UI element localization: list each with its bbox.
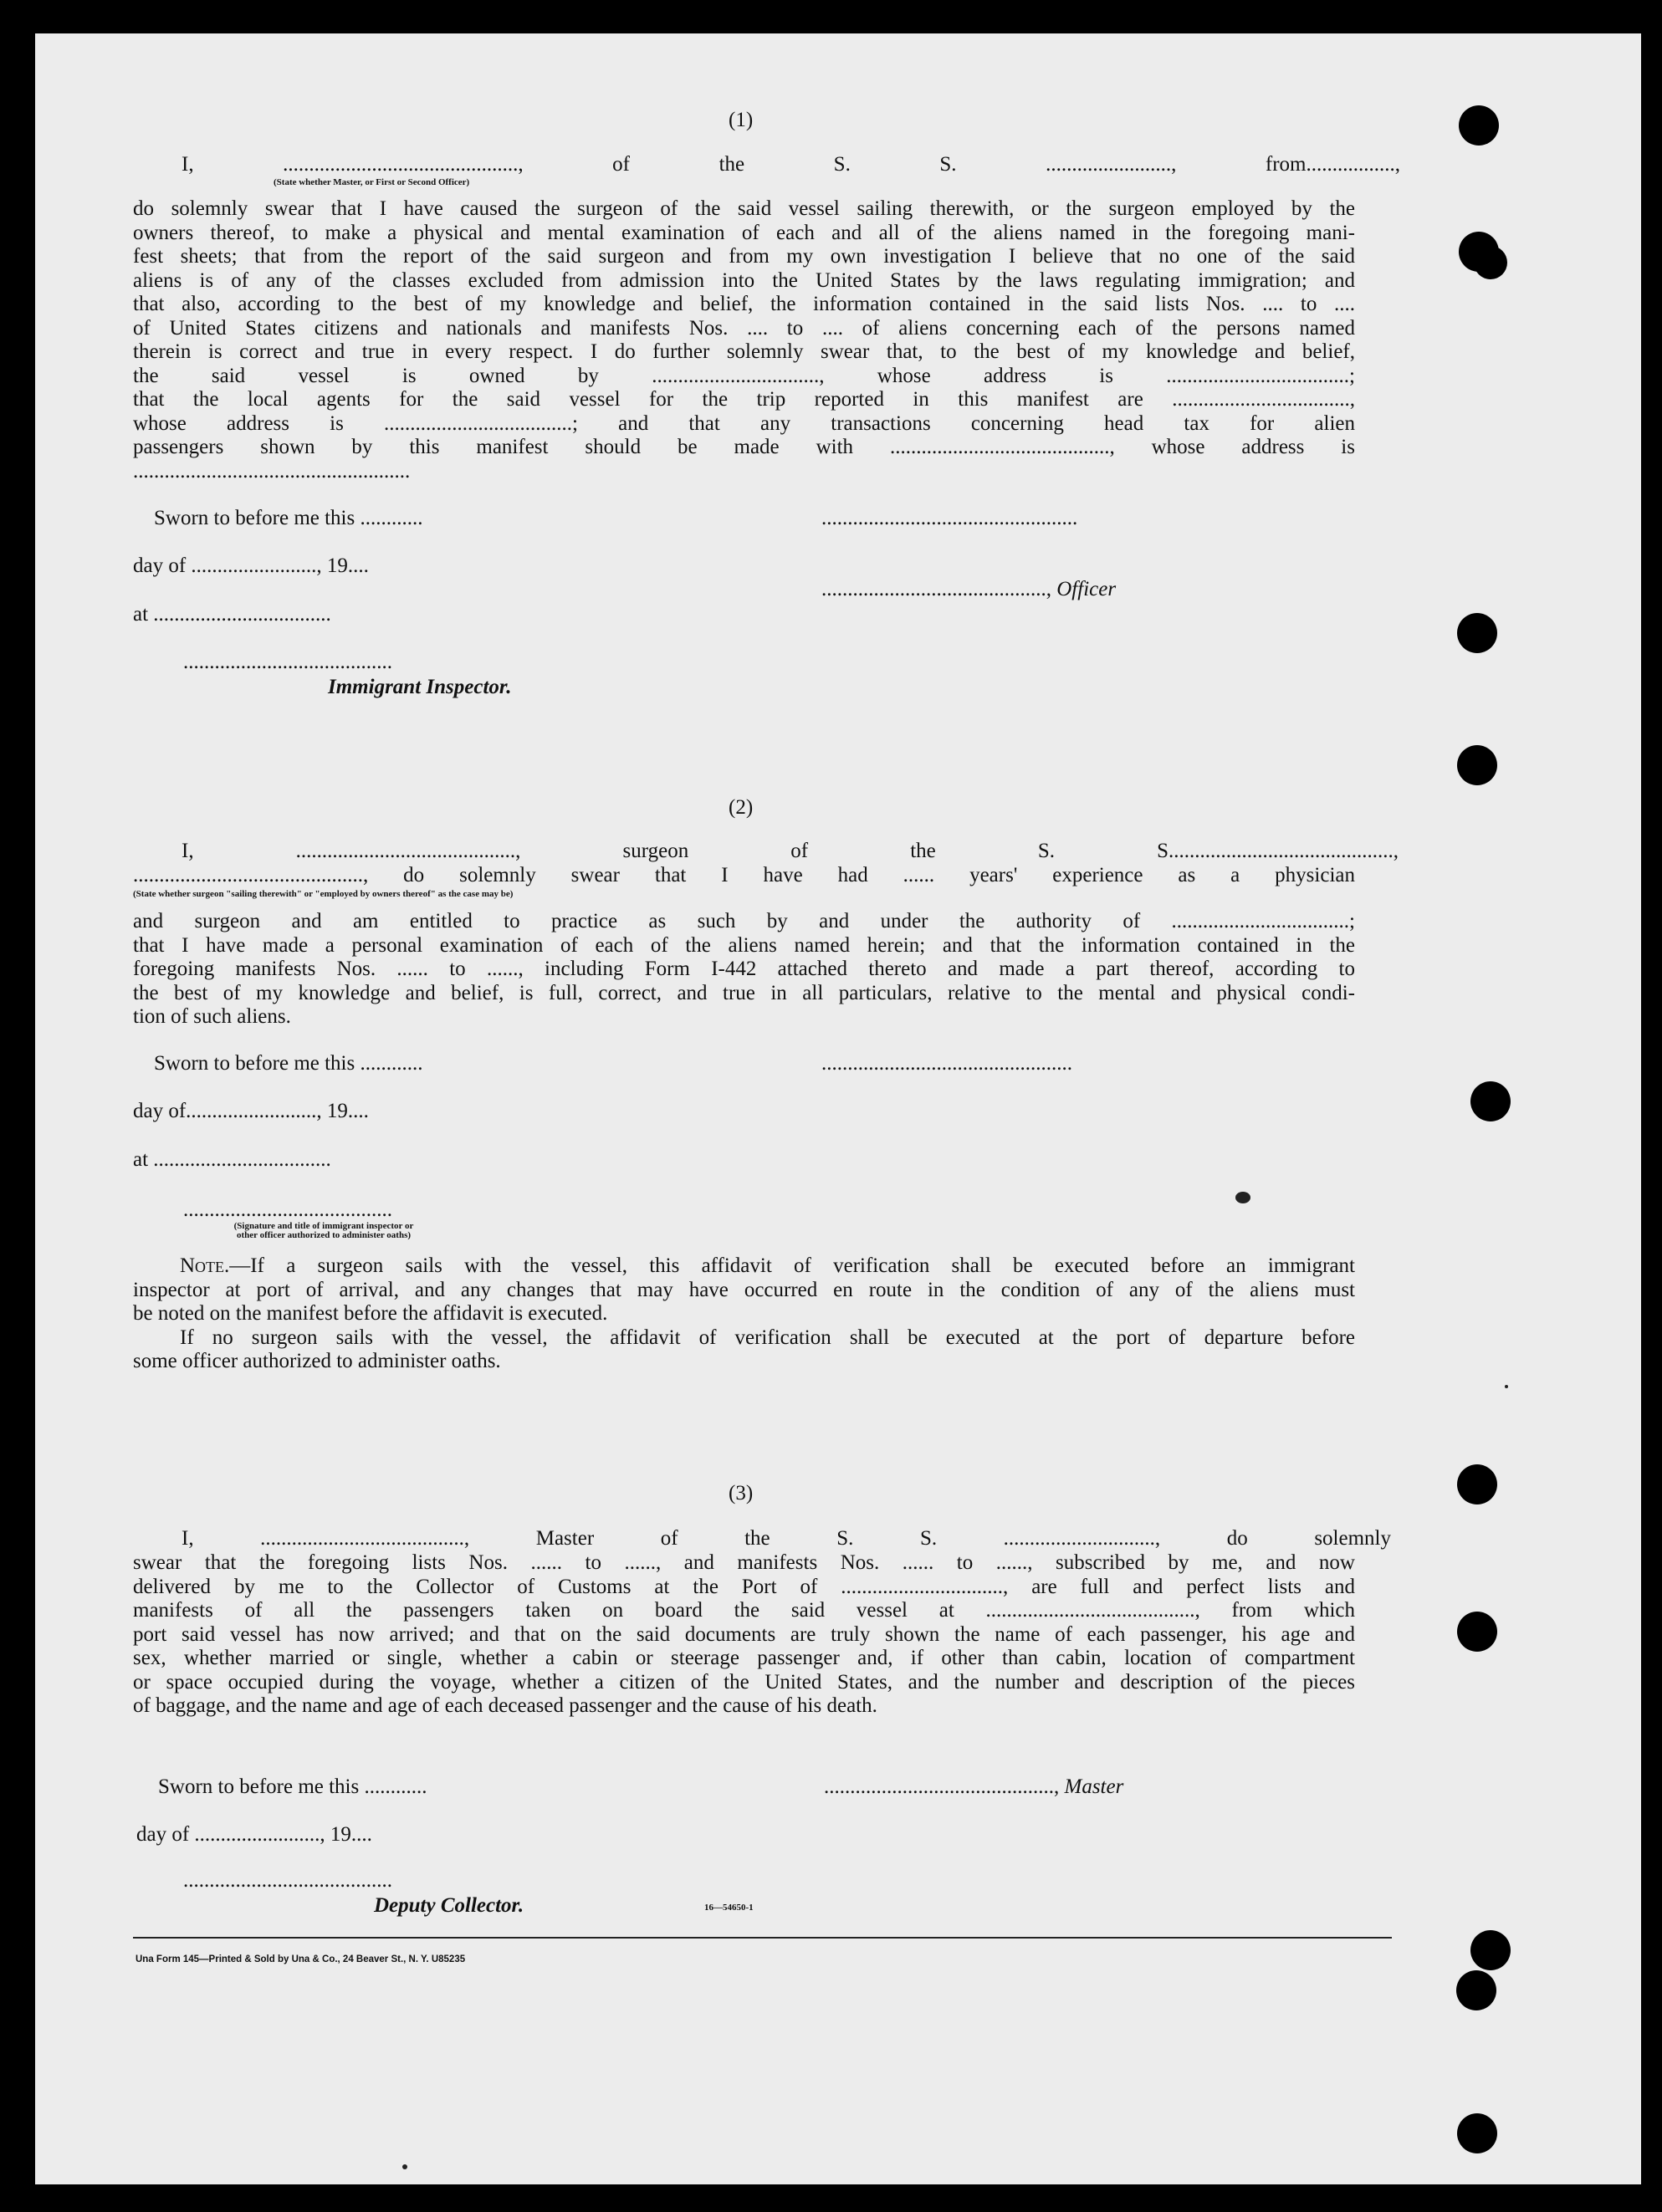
punch-hole [1457, 1464, 1497, 1504]
manifest-affidavit-page [35, 33, 1641, 2184]
section-1-caption: Immigrant Inspector. [328, 676, 512, 698]
section-1-intro: I, ............................................., of the S. S. ........................, from................., [182, 153, 1400, 176]
body-line: foregoing manifests Nos. ...... to ......, including Form I-442 attached thereto and made a part thereof, according to [133, 958, 1355, 980]
body-line: passengers shown by this manifest should be made with .........................................., whose address is [133, 436, 1355, 458]
punch-hole [1457, 2113, 1497, 2153]
body-line: that also, according to the best of my knowledge and belief, the information contained in the said lists Nos. .... to .... [133, 293, 1355, 315]
footer-rule [133, 1937, 1392, 1939]
section-3-number: (3) [729, 1482, 754, 1504]
punch-hole [1457, 1612, 1497, 1652]
officer-line: ..........................................., Officer [821, 578, 1117, 600]
punch-hole [1456, 1970, 1496, 2010]
section-2-signature-line: ........................................ [183, 1198, 392, 1221]
section-2-sworn: Sworn to before me this ............ [154, 1052, 423, 1075]
punch-hole [1470, 1081, 1511, 1121]
punch-hole [1457, 613, 1497, 653]
section-2-line2: ............................................, do solemnly swear that I have had ...... years' experience as a physician [133, 864, 1355, 886]
body-line: that the local agents for the said vessel for the trip reported in this manifest are .................................., [133, 388, 1355, 411]
body-line: owners thereof, to make a physical and mental examination of each and all of the aliens named in the foregoing mani- [133, 221, 1355, 244]
body-line: therein is correct and true in every respect. I do further solemnly swear that, to the best of my knowledge and belief, [133, 340, 1355, 363]
body-line: of United States citizens and nationals and manifests Nos. .... to .... of aliens concerning each of the persons named [133, 316, 1355, 340]
body-line: swear that the foregoing lists Nos. ...... to ......, and manifests Nos. ...... to ......, subscribed by me, and now [133, 1551, 1355, 1574]
note-line: some officer authorized to administer oaths. [133, 1350, 501, 1372]
section-1-officer [821, 578, 1116, 602]
section-1-right-signature: ................................................. [821, 507, 1078, 529]
ink-speck [1505, 1385, 1508, 1388]
section-3-intro: I, ......................................., Master of the S. S. ............................., do solemnly [182, 1527, 1391, 1550]
body-line: manifests of all the passengers taken on board the said vessel at ........................................, from which [133, 1599, 1355, 1622]
body-line: tion of such aliens. [133, 1005, 291, 1028]
note-line: If no surgeon sails with the vessel, the affidavit of verification shall be executed at the port of departure before [180, 1326, 1355, 1349]
section-1-day-of: day of ........................, 19.... [133, 554, 369, 577]
ink-speck [402, 2164, 407, 2169]
section-2-right-signature: ................................................ [821, 1052, 1072, 1075]
body-line: fest sheets; that from the report of the said surgeon and from my own investigation I believe that no one of the said [133, 245, 1355, 268]
note-line: Note.—If a surgeon sails with the vessel, this affidavit of verification shall be executed before an immigrant [180, 1254, 1355, 1277]
officer-label: Officer [1056, 578, 1117, 600]
body-line: sex, whether married or single, whether a cabin or steerage passenger and, if other than cabin, location of compartment [133, 1647, 1355, 1669]
body-line: the best of my knowledge and belief, is full, correct, and true in all particulars, relative to the mental and physical condi- [133, 981, 1355, 1004]
section-2-body [133, 910, 1355, 1029]
body-line: the said vessel is owned by ................................, whose address is ...................................; [133, 364, 1355, 387]
punch-hole [1474, 246, 1507, 279]
section-2-at: at .................................. [133, 1148, 331, 1171]
section-2-line2-note: (State whether surgeon "sailing therewith" or "employed by owners thereof" as the case may be) [133, 889, 514, 899]
section-3-signature-line: ........................................ [183, 1869, 392, 1892]
section-2-number: (2) [729, 796, 754, 819]
section-3-sworn: Sworn to before me this ............ [158, 1775, 427, 1798]
ink-blot [1235, 1192, 1250, 1203]
section-1-at: at .................................. [133, 603, 331, 626]
note-line: be noted on the manifest before the affidavit is executed. [133, 1302, 608, 1325]
footer-imprint: Una Form 145—Printed & Sold by Una & Co., 24 Beaver St., N. Y. U85235 [136, 1954, 466, 1964]
punch-hole [1457, 745, 1497, 785]
section-3-body [133, 1551, 1355, 1719]
section-1-intro-note: (State whether Master, or First or Second Officer) [274, 177, 470, 187]
body-line: port said vessel has now arrived; and that on the said documents are truly shown the name of each passenger, his age and [133, 1622, 1355, 1646]
body-line: of baggage, and the name and age of each deceased passenger and the cause of his death. [133, 1694, 877, 1717]
section-2-signature-note-1: (Signature and title of immigrant inspector or [233, 1221, 414, 1231]
body-line: whose address is ....................................; and that any transactions concerning head tax for alien [133, 411, 1355, 435]
body-line: delivered by me to the Collector of Customs at the Port of ..............................., are full and perfect lists and [133, 1575, 1355, 1598]
punch-hole [1459, 105, 1499, 146]
section-1-body [133, 197, 1355, 483]
section-1-signature-line: ........................................ [183, 651, 392, 673]
body-line: or space occupied during the voyage, whether a citizen of the United States, and the number and description of the pieces [133, 1670, 1355, 1693]
body-line: aliens is of any of the classes excluded from admission into the United States by the laws regulating immigration; and [133, 268, 1355, 292]
section-2-day-of: day of........................., 19.... [133, 1100, 369, 1122]
body-line: and surgeon and am entitled to practice as such by and under the authority of ..................................; [133, 910, 1355, 932]
section-1-sworn: Sworn to before me this ............ [154, 507, 423, 529]
form-code: 16—54650-1 [704, 1903, 754, 1913]
section-3-master-signature: ............................................, Master [824, 1775, 1124, 1798]
section-1-number: (1) [729, 109, 754, 131]
note-line: inspector at port of arrival, and any changes that may have occurred en route in the condition of any of the aliens must [133, 1278, 1355, 1301]
master-label: Master [1064, 1775, 1124, 1798]
body-line: ..................................................... [133, 459, 411, 483]
punch-hole [1470, 1930, 1511, 1970]
section-2-note [133, 1254, 1355, 1374]
section-2-signature-note-2: other officer authorized to administer oaths) [236, 1230, 412, 1240]
note-label: Note [180, 1254, 225, 1277]
section-3-caption: Deputy Collector. [374, 1894, 524, 1917]
body-line: that I have made a personal examination of each of the aliens named herein; and that the information contained in the [133, 933, 1355, 957]
body-line: do solemnly swear that I have caused the surgeon of the said vessel sailing therewith, or the surgeon employed by the [133, 197, 1355, 220]
section-2-intro: I, .........................................., surgeon of the S. S..........................................., [182, 840, 1399, 862]
section-3-day-of: day of ........................, 19.... [136, 1823, 372, 1846]
